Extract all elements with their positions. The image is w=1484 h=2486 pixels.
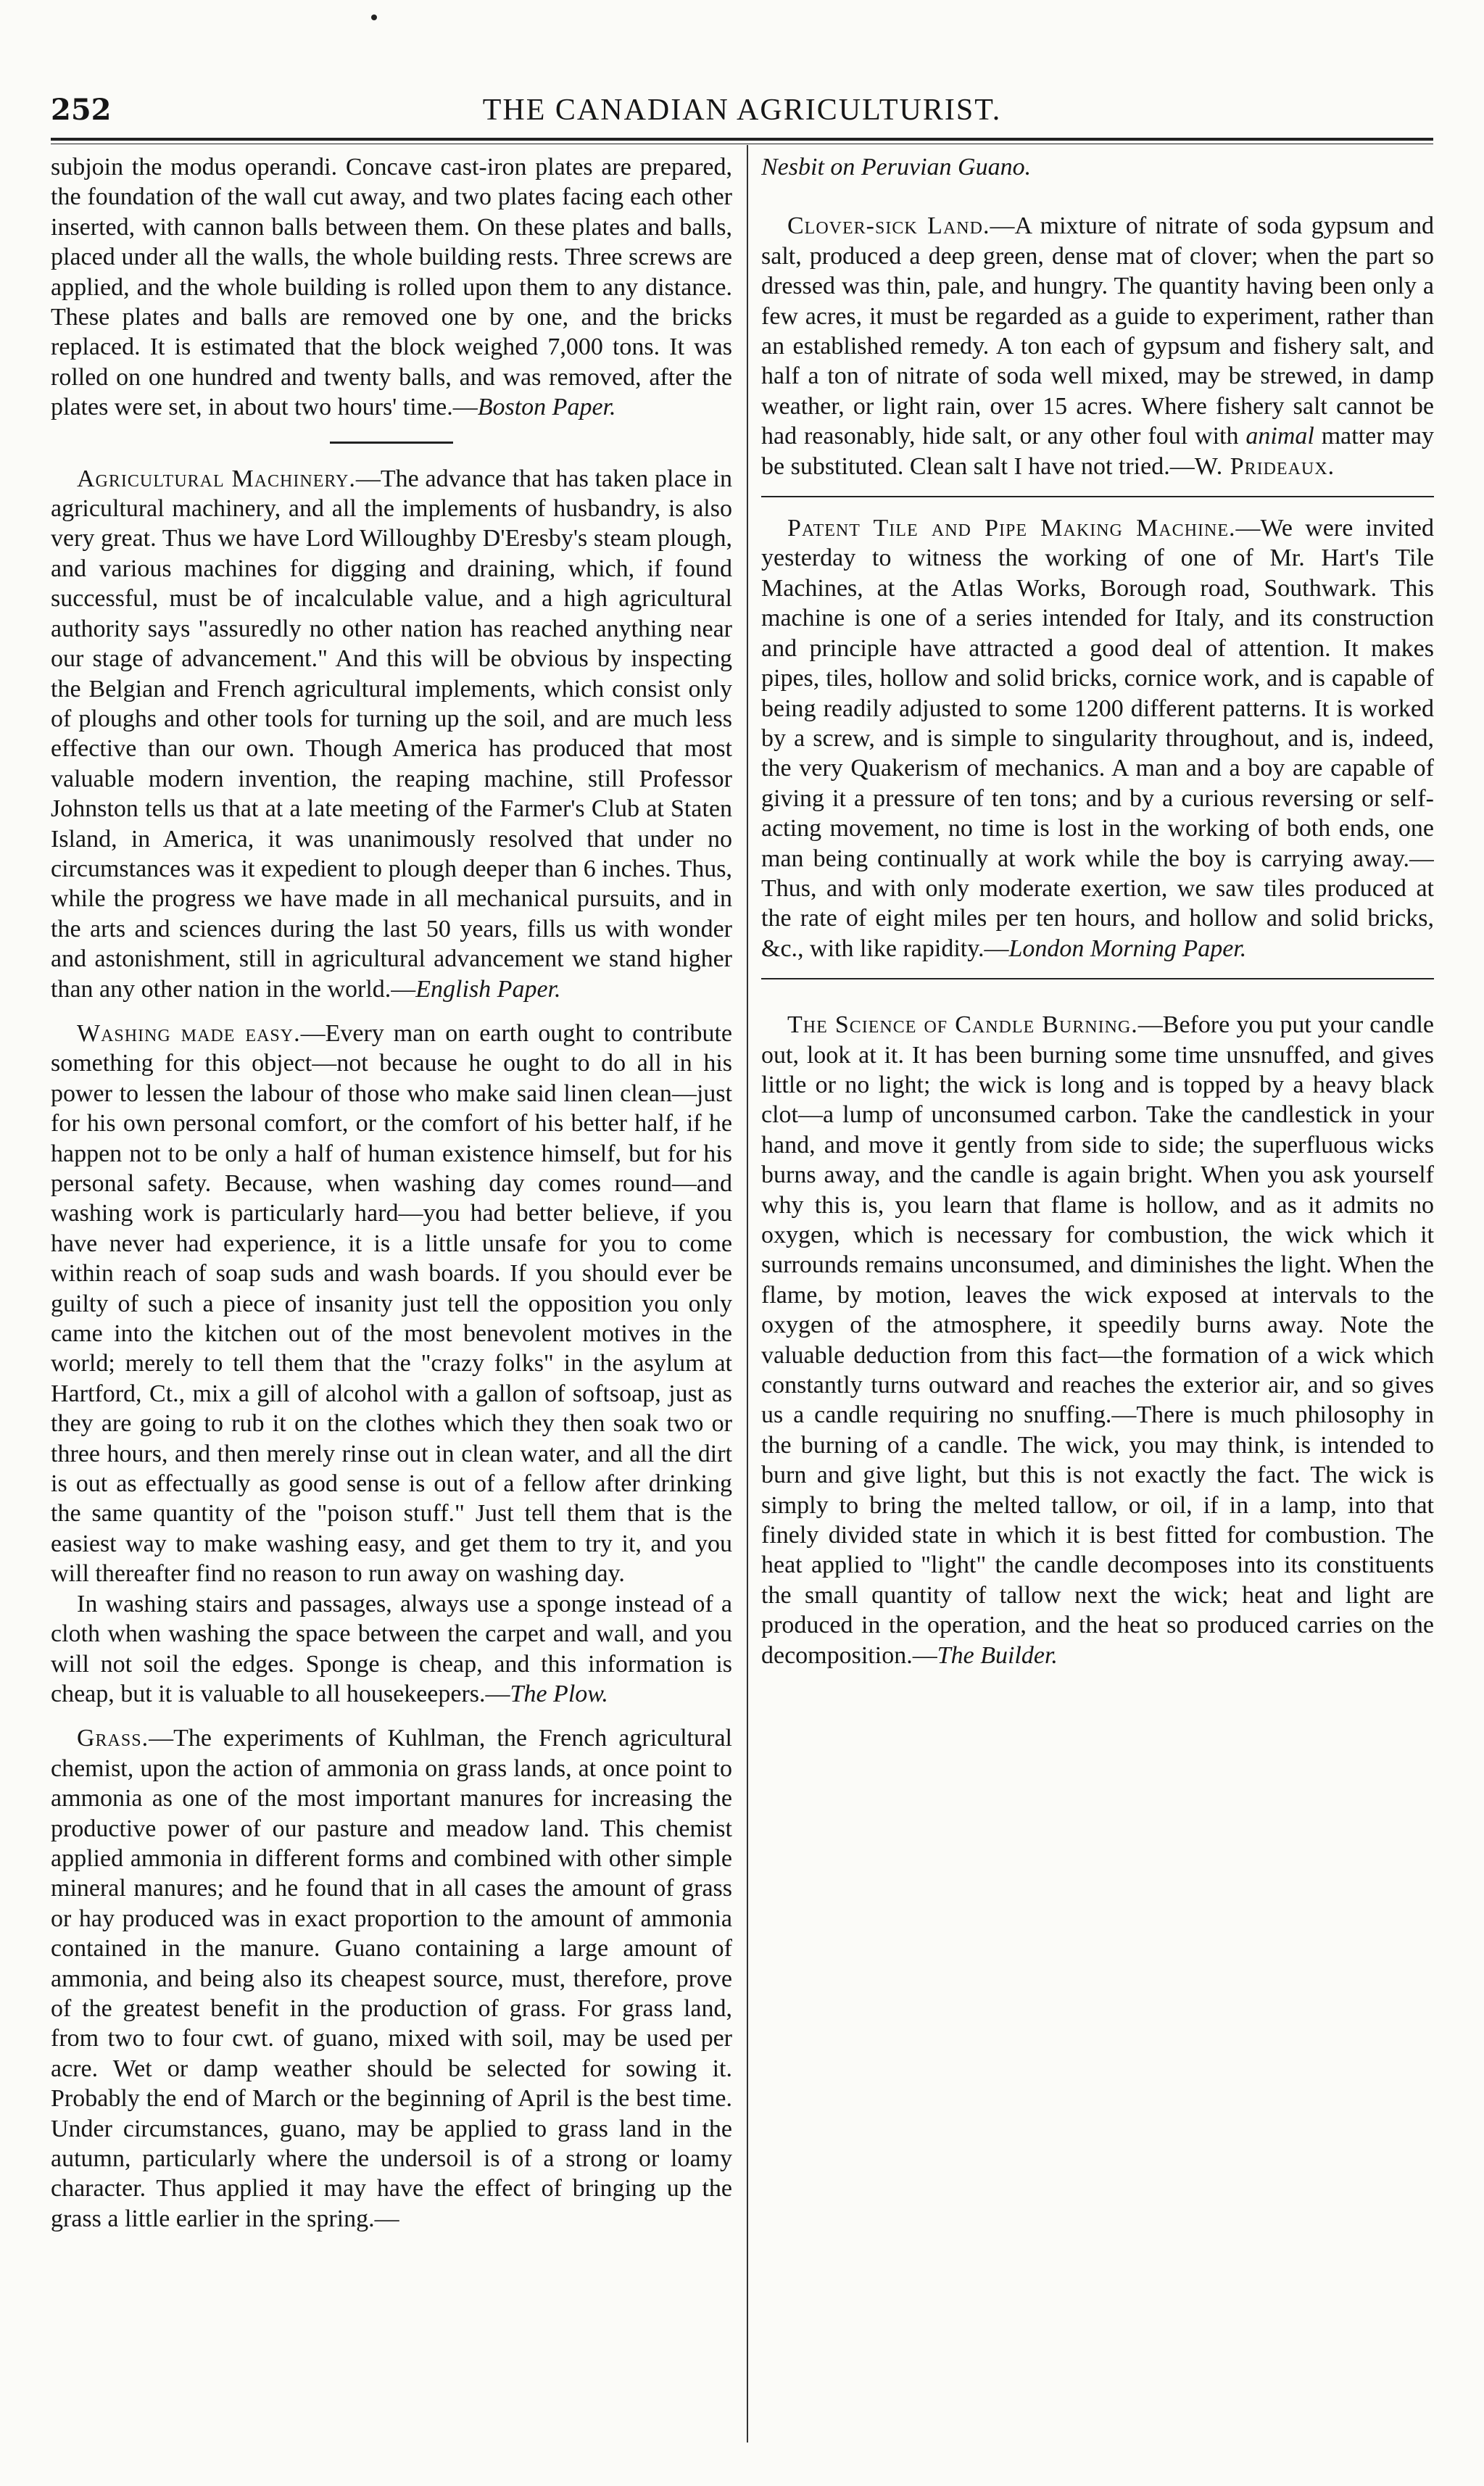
article-separator — [761, 496, 1434, 497]
article-source: Boston Paper. — [477, 394, 616, 421]
spacer — [51, 1709, 732, 1723]
spacer — [51, 1004, 732, 1019]
article-body: —The experiments of Kuhlman, the French agricultural chemist, upon the action of ammonia on grass lands, at once point to ammonia as one of the most important manures for increasing the productive power of our pasture and meadow land. This chemist applied ammonia in different forms and combined with other simple mineral manures; and he found that in all cases the amount of grass or hay produced was in exact proportion to the amount of ammonia contained in the manure. Guano containing a large amount of ammonia, and being also its cheapest source, must, therefore, prove of the greatest benefit in the production of grass. For grass land, from two to four cwt. of guano, mixed with soil, may be used per acre. Wet or damp weather should be selected for sowing it. Probably the end of March or the beginning of April is the best time. Under circumstances, guano, may be applied to grass land in the autumn, particularly where the undersoil is of a strong or loamy character. Thus applied it may have the effect of bringing up the grass a little earlier in the spring.— — [51, 1725, 732, 2232]
article-washing — [51, 1019, 732, 1589]
page-header — [51, 93, 1433, 136]
left-column — [51, 152, 732, 2450]
article-body: —A mixture of nitrate of soda gypsum and salt, produced a deep green, dense mat of clover; when the part so dressed was thin, pale, and hungry. The quantity having been only a few acres, it must be regarded as a guide to experiment, rather than an established remedy. A ton each of gypsum and fishery salt, and half a ton of nitrate of soda well mixed, may be strewed, in damp weather, or light rain, over 15 acres. Where fishery salt cannot be had reasonably, hide salt, or any other foul with — [761, 212, 1434, 450]
article-source: The Plow. — [510, 1680, 608, 1707]
article-body: —The advance that has taken place in agricultural machinery, and all the implements of husbandry, is also very great. Thus we have Lord Willoughby D'Eresby's steam plough, and various machines for digging and draining, which, if found successful, must be of incalculable value, and a high agricultural authority says "assuredly no other nation has reached anything near our stage of advancement." And this will be obvious by inspecting the Belgian and French agricultural implements, which consist only of ploughs and other tools for turning up the soil, and are much less effective than our own. Though America has produced that most valuable modern invention, the reaping machine, still Professor Johnston tells us that at a late meeting of the Farmer's Club at Staten Island, in America, it was unanimously resolved that under no circumstances was it expedient to plough deeper than 6 inches. Thus, while the progress we have made in all mechanical pursuits, and in the arts and sciences during the last 50 years, fills us with wonder and astonishment, still in agricultural advancement we stand higher than any other nation in the world.— — [51, 465, 732, 1003]
article-source: Nesbit on Peruvian Guano. — [761, 154, 1032, 181]
article-source: The Builder. — [937, 1641, 1058, 1669]
article-candle-burning — [761, 1010, 1434, 1670]
article-body: —Every man on earth ought to contribute something for this object—not because he ought to do all in his power to lessen the labour of those who make said linen clean—just for his own personal comfort, or the comfort of his better half, if he happen not to be only a half of human existence himself, but for his personal safety. Because, when washing day comes round—and washing work is particularly hard—you had better believe, if you have never had experience, it is a little unsafe for you to come within reach of soap suds and wash boards. If you should ever be guilty of such a piece of insanity just tell the opposition you only came into the kitchen out of the most benevolent motives in the world; merely to tell them that the "crazy folks" in the asylum at Hartford, Ct., mix a gill of alcohol with a gallon of softsoap, just as they are going to rub it on the clothes which they then soak two or three hours, and then merely rinse out in clean water, and all the dirt is out as effectually as good sense is out of a fellow after drinking the same quantity of the "poison stuff." Just tell them that is the easiest way to make washing easy, and get them to try it, and you will thereafter find no reason to run away on washing day. — [51, 1019, 732, 1588]
article-washing-continued — [51, 1589, 732, 1710]
article-agricultural-machinery — [51, 464, 732, 1004]
article-grass-continued — [761, 152, 1434, 182]
spacer — [761, 182, 1434, 211]
right-column — [761, 152, 1434, 2450]
article-heading: Agricultural Machinery. — [77, 465, 356, 492]
article-separator — [330, 442, 453, 444]
article-source: English Paper. — [415, 975, 561, 1003]
article-italic-word: animal — [1245, 423, 1314, 450]
article-moving-building — [51, 152, 732, 423]
article-clover-sick-land — [761, 211, 1434, 481]
column-divider — [747, 145, 748, 2443]
article-body-end: matter may be substituted. Clean salt I have not tried.— — [761, 423, 1434, 480]
article-source: W. Prideaux. — [1194, 452, 1335, 480]
article-separator — [761, 978, 1434, 979]
article-body: subjoin the modus operandi. Concave cast-iron plates are prepared, the foundation of the wall cut away, and two plates facing each other inserted, with cannon balls between them. On these plates and balls, placed under all the walls, the whole building rests. Three screws are applied, and the whole building is rolled upon them to any distance. These plates and balls are removed one by one, and the bricks replaced. It is estimated that the block weighed 7,000 tons. It was rolled on one hundred and twenty balls, and was removed, after the plates were set, in about two hours' time.— — [51, 154, 732, 421]
article-tile-machine — [761, 513, 1434, 964]
article-heading: Washing made easy. — [77, 1019, 301, 1047]
article-grass — [51, 1723, 732, 2234]
article-body: In washing stairs and passages, always use a sponge instead of a cloth when washing the space between the carpet and wall, and you will not soil the edges. Sponge is cheap, and this information is cheap, but it is valuable to all housekeepers.— — [51, 1590, 732, 1707]
article-body: —Before you put your candle out, look at it. It has been burning some time unsnuffed, and gives little or no light; the wick is long and is topped by a heavy black clot—a lump of unconsumed carbon. Take the candlestick in your hand, and move it gently from side to side; the superfluous wicks burns away, and the candle is again bright. When you ask yourself why this is, you learn that flame is hollow, and as it admits no oxygen, which is necessary for combustion, the wick which it surrounds remains unconsumed, and diminishes the light. When the flame, by motion, leaves the wick exposed at intervals to the oxygen of the atmosphere, it speedily burns away. Note the valuable deduction from this fact—the formation of a wick which constantly turns outward and reaches the exterior air, and so gives us a candle requiring no snuffing.—There is much philosophy in the burning of a candle. The wick, you may think, is intended to burn and give light, but this is not exactly the fact. The wick is simply to bring the melted tallow, or oil, if in a lamp, into that finely divided state in which it is best fitted for combustion. The heat applied to "light" the candle decomposes into its constituents the small quantity of tallow next the wick; heat and light are produced in the operation, and the heat so produced carries on the decomposition.— — [761, 1011, 1434, 1669]
article-heading: Grass. — [77, 1725, 149, 1752]
article-heading: Patent Tile and Pipe Making Machine. — [787, 515, 1236, 542]
ink-dot — [371, 14, 377, 20]
article-heading: The Science of Candle Burning. — [787, 1011, 1138, 1039]
page-number: 252 — [51, 93, 112, 127]
spacer — [761, 995, 1434, 1010]
header-rule — [51, 138, 1433, 141]
article-source: London Morning Paper. — [1008, 935, 1247, 962]
article-heading: Clover-sick Land. — [787, 212, 990, 240]
article-body: —We were invited yesterday to witness the working of one of Mr. Hart's Tile Machines, at the Atlas Works, Borough road, Southwark. This machine is one of a series intended for Italy, and its construction and principle have attracted a good deal of attention. It makes pipes, tiles, hollow and solid bricks, cornice work, and is capable of being readily adjusted to some 1200 different patterns. It is worked by a screw, and is simple to singularity throughout, and is, indeed, the very Quakerism of mechanics. A man and a boy are capable of giving it a pressure of ten tons; and by a curious reversing or self-acting movement, no time is lost in the working of both ends, one man being continually at work while the boy is carrying away.—Thus, and with only moderate exertion, we saw tiles produced at the rate of eight miles per ten hours, and hollow and solid bricks, &c., with like rapidity.— — [761, 515, 1434, 962]
running-title: THE CANADIAN AGRICULTURIST. — [482, 94, 1002, 127]
